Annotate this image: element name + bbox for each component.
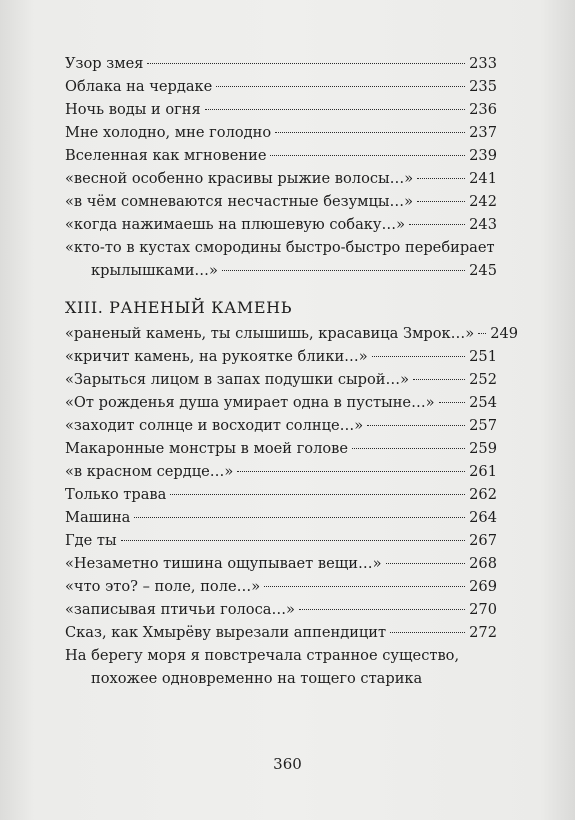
toc-entry [65,368,497,391]
toc-entry-title: «Незаметно тишина ощупывает вещи…» [65,555,382,572]
toc-entry [65,483,497,506]
toc-entry-title: «кричит камень, на рукоятке блики…» [65,348,368,365]
toc-entry-title: «что это? – поле, поле…» [65,578,261,595]
toc-entry-page: 243 [469,216,497,233]
toc-entry-page: 237 [469,124,497,141]
dot-leader [417,201,465,202]
toc-entry [65,52,497,75]
toc-entry [65,506,497,529]
toc-entry [65,121,497,144]
toc-entry-wrapped-second-line [65,259,497,282]
toc-entry [65,322,519,345]
toc-group-section [65,322,519,644]
dot-leader [216,86,465,87]
dot-leader [409,224,465,225]
toc-entry [65,621,497,644]
dot-leader [413,379,465,380]
toc-entry-last-first-line [65,644,497,667]
dot-leader [147,63,465,64]
toc-entry-page: 272 [469,624,497,641]
toc-entry-title: «когда нажимаешь на плюшевую собаку…» [65,216,406,233]
toc-entry-title: Узор змея [65,55,144,72]
toc-entry-title: Где ты [65,532,117,549]
toc-entry-page: 233 [469,55,497,72]
toc-entry-page: 264 [469,509,497,526]
toc-entry [65,345,497,368]
toc-entry [65,167,497,190]
dot-leader [367,425,465,426]
toc-entry-page: 259 [469,440,497,457]
dot-leader [417,178,465,179]
toc-entry-title: «записывая птичьи голоса…» [65,601,295,618]
toc-entry [65,552,497,575]
toc-entry-title: «кто-то в кустах смородины быстро-быстро перебирает [65,239,495,256]
dot-leader [134,517,465,518]
toc-entry-page: 242 [469,193,497,210]
toc-entry [65,529,497,552]
dot-leader [170,494,465,495]
toc-entry [65,437,497,460]
toc-entry-title: «Зарыться лицом в запах подушки сырой…» [65,371,409,388]
dot-leader [439,402,466,403]
dot-leader [205,109,465,110]
toc-entry-title: «раненый камень, ты слышишь, красавица Змрок…» [65,325,475,342]
dot-leader [222,270,465,271]
dot-leader [237,471,465,472]
toc-entry-page: 261 [469,463,497,480]
toc-entry-title: «в красном сердце…» [65,463,234,480]
toc-entry [65,575,497,598]
toc-entry [65,598,497,621]
toc-entry-title: На берегу моря я повстречала странное существо, [65,647,460,664]
toc-entry [65,460,497,483]
dot-leader [352,448,465,449]
toc-entry-page: 252 [469,371,497,388]
toc-entry-last-second-line [65,667,497,690]
toc-entry [65,144,497,167]
toc-entry-page: 249 [490,325,519,342]
toc-entry-title: Сказ, как Хмырёву вырезали аппендицит [65,624,387,641]
toc-entry-page: 251 [469,348,497,365]
page-number: 360 [273,755,302,773]
toc-entry [65,391,497,414]
toc-entry [65,98,497,121]
toc-entry [65,213,497,236]
toc-entry [65,190,497,213]
dot-leader [264,586,465,587]
dot-leader [275,132,465,133]
toc-entry-wrapped-first-line [65,236,497,259]
toc-entry-title: «в чём сомневаются несчастные безумцы…» [65,193,414,210]
section-heading: XIII. РАНЕНЫЙ КАМЕНЬ [65,298,293,317]
dot-leader [386,563,466,564]
dot-leader [299,609,465,610]
dot-leader [390,632,465,633]
toc-group-top [65,52,497,236]
toc-entry-page: 235 [469,78,497,95]
toc-entry-page: 236 [469,101,497,118]
dot-leader [478,333,486,334]
toc-entry-page: 262 [469,486,497,503]
toc-entry-title-continued: похожее одновременно на тощего старика [91,670,423,687]
toc-entry-title: «весной особенно красивы рыжие волосы…» [65,170,414,187]
toc-entry-page: 257 [469,417,497,434]
toc-entry-title: Ночь воды и огня [65,101,201,118]
toc-entry-title: Машина [65,509,131,526]
toc-entry [65,414,497,437]
toc-entry-page: 241 [469,170,497,187]
toc-entry-title: Макаронные монстры в моей голове [65,440,348,457]
toc-entry-page: 267 [469,532,497,549]
dot-leader [372,356,465,357]
toc-entry-title: Только трава [65,486,167,503]
toc-entry-title-continued: крылышками…» [91,262,218,279]
toc-entry-title: Мне холодно, мне голодно [65,124,272,141]
toc-entry-title: Вселенная как мгновение [65,147,267,164]
toc-entry-page: 254 [469,394,497,411]
dot-leader [121,540,466,541]
table-of-contents [65,52,519,690]
toc-entry-page: 245 [469,262,497,279]
toc-entry-page: 270 [469,601,497,618]
toc-entry-title: «От рожденья душа умирает одна в пустыне…» [65,394,435,411]
toc-entry-page: 269 [469,578,497,595]
toc-entry-page: 268 [469,555,497,572]
toc-entry-page: 239 [469,147,497,164]
dot-leader [270,155,465,156]
toc-entry-title: Облака на чердаке [65,78,213,95]
toc-entry-title: «заходит солнце и восходит солнце…» [65,417,364,434]
toc-entry [65,75,497,98]
